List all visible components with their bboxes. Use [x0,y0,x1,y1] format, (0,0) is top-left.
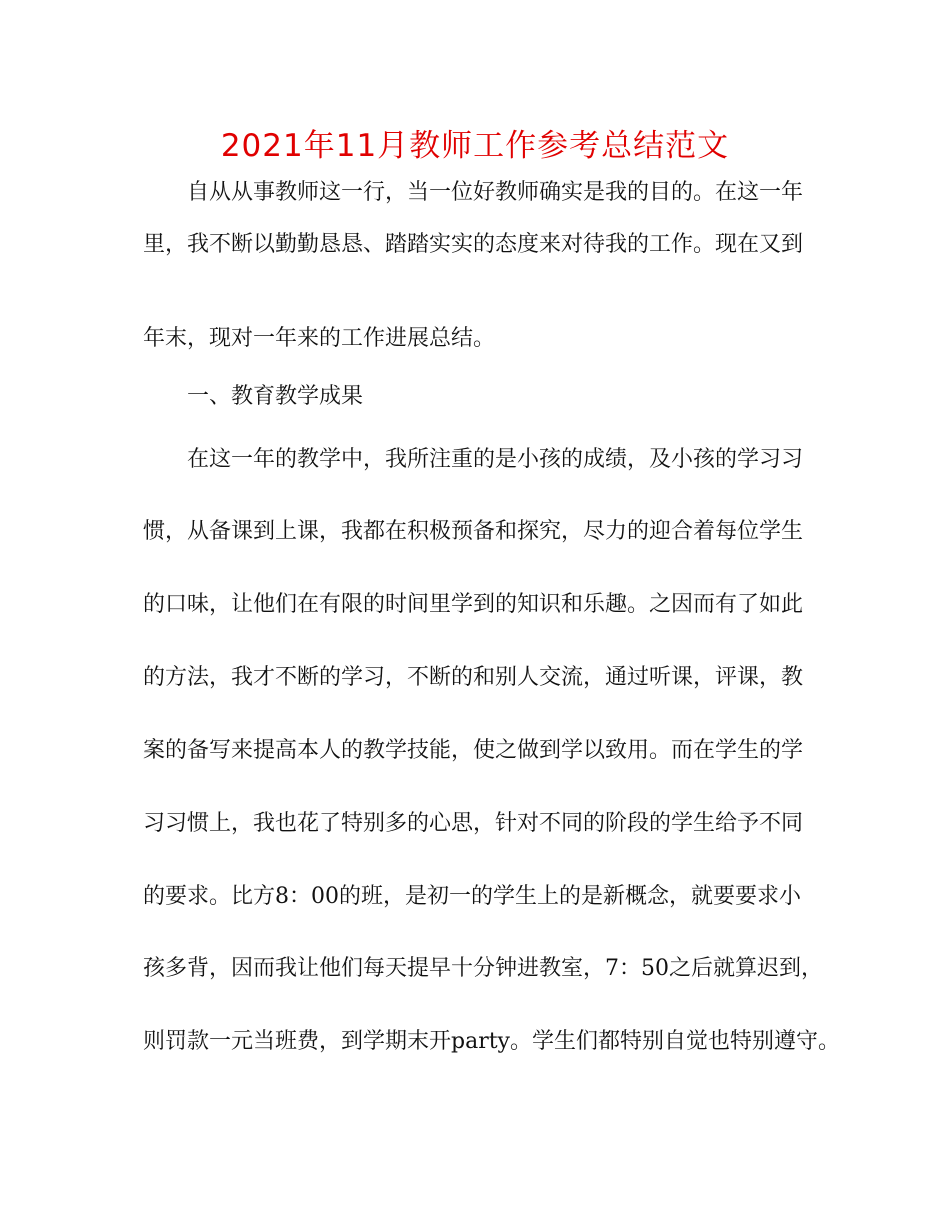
paragraph-line: 案的备写来提高本人的教学技能，使之做到学以致用。而在学生的学 [143,738,804,763]
paragraph-line: 孩多背，因而我让他们每天提早十分钟进教室，7：50之后就算迟到， [143,956,823,981]
paragraph-line: 则罚款一元当班费，到学期末开party。学生们都特别自觉也特别遵守。 [143,1029,840,1054]
paragraph-line: 的方法，我才不断的学习，不断的和别人交流，通过听课，评课，教 [143,665,804,690]
paragraph-line: 惯，从备课到上课，我都在积极预备和探究，尽力的迎合着每位学生 [143,519,804,544]
paragraph-line: 习习惯上，我也花了特别多的心思，针对不同的阶段的学生给予不同 [143,811,804,836]
paragraph-line: 的要求。比方8：00的班，是初一的学生上的是新概念，就要要求小 [143,884,801,909]
paragraph-line: 里，我不断以勤勤恳恳、踏踏实实的态度来对待我的工作。现在又到 [143,232,804,257]
paragraph-line: 年末，现对一年来的工作进展总结。 [143,326,496,351]
section-heading: 一、教育教学成果 [187,384,364,409]
document-title: 2021年11月教师工作参考总结范文 [220,128,730,164]
paragraph-line: 在这一年的教学中，我所注重的是小孩的成绩，及小孩的学习习 [187,447,804,472]
paragraph-line: 的口味，让他们在有限的时间里学到的知识和乐趣。之因而有了如此 [143,592,804,617]
paragraph-line: 自从从事教师这一行，当一位好教师确实是我的目的。在这一年 [187,180,804,205]
